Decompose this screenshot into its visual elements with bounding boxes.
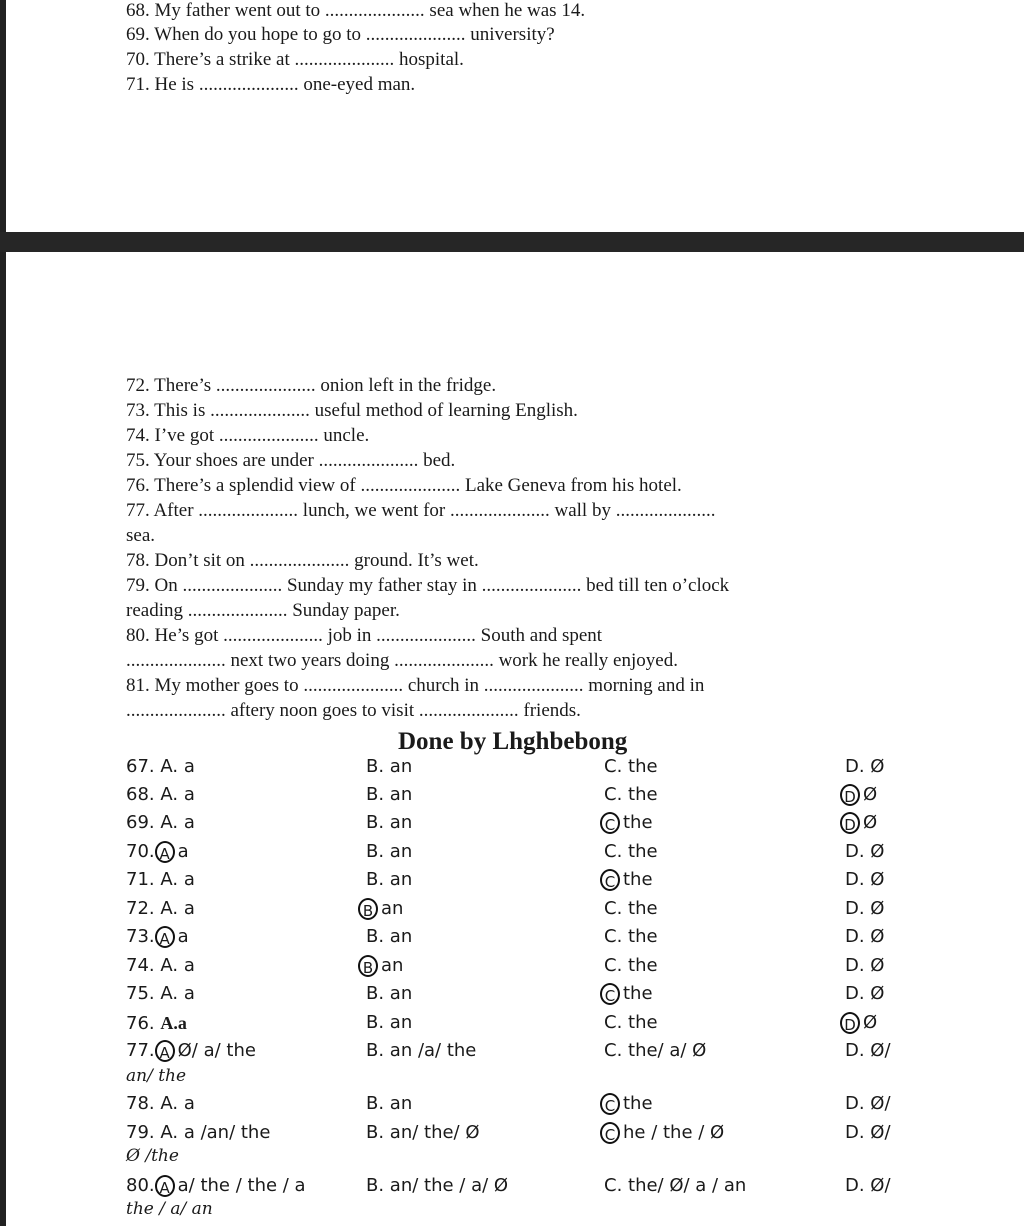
circled-answer-icon: A bbox=[155, 841, 175, 863]
circled-answer-icon: D bbox=[840, 784, 860, 806]
question-68: 68. My father went out to ..................... sea when he was 14. bbox=[126, 0, 586, 21]
answer-row-69: 69. A. a B. an C the D Ø bbox=[126, 812, 878, 834]
page-separator bbox=[0, 232, 1024, 252]
question-70: 70. There’s a strike at ..................... hospital. bbox=[126, 49, 464, 70]
circled-answer-icon: C bbox=[600, 983, 620, 1005]
circled-answer-icon: A bbox=[155, 1175, 175, 1197]
question-79: 79. On ..................... Sunday my father stay in ..................... bed till ten o’clock bbox=[126, 575, 730, 596]
question-78: 78. Don’t sit on ..................... ground. It’s wet. bbox=[126, 550, 479, 571]
circled-answer-icon: B bbox=[358, 898, 378, 920]
question-80-cont: ..................... next two years doing ..................... work he really enjoyed. bbox=[126, 650, 678, 671]
answer-row-72: 72. A. a B an C. the D. Ø bbox=[126, 898, 885, 920]
circled-answer-icon: C bbox=[600, 812, 620, 834]
answer-row-73: 73. A a B. an C. the D. Ø bbox=[126, 926, 885, 948]
answer-row-75: 75. A. a B. an C the D. Ø bbox=[126, 983, 885, 1005]
answer-row-80: 80. A a/ the / the / a B. an/ the / a/ Ø C. the/ Ø/ a / an D. Ø/ bbox=[126, 1175, 891, 1197]
answer-row-71: 71. A. a B. an C the D. Ø bbox=[126, 869, 885, 891]
question-73: 73. This is ..................... useful method of learning English. bbox=[126, 400, 578, 421]
question-77: 77. After ..................... lunch, we went for ..................... wall by ..................... bbox=[126, 500, 716, 521]
circled-answer-icon: D bbox=[840, 1012, 860, 1034]
circled-answer-icon: C bbox=[600, 1093, 620, 1115]
question-75: 75. Your shoes are under ..................... bed. bbox=[126, 450, 456, 471]
answer-row-77: 77. A Ø/ a/ the B. an /a/ the C. the/ a/ Ø D. Ø/ bbox=[126, 1040, 891, 1062]
question-79-cont: reading ..................... Sunday paper. bbox=[126, 600, 400, 621]
circled-answer-icon: A bbox=[155, 926, 175, 948]
answer-row-68: 68. A. a B. an C. the D Ø bbox=[126, 784, 878, 806]
answer-row-67: 67. A. a B. an C. the D. Ø bbox=[126, 756, 885, 777]
question-81-cont: ..................... aftery noon goes to visit ..................... friends. bbox=[126, 700, 581, 721]
circled-answer-icon: C bbox=[600, 869, 620, 891]
answer-title: Done by Lhghbebong bbox=[398, 728, 628, 755]
question-80: 80. He’s got ..................... job in ..................... South and spent bbox=[126, 625, 603, 646]
question-74: 74. I’ve got ..................... uncle. bbox=[126, 425, 370, 446]
question-69: 69. When do you hope to go to ..................... university? bbox=[126, 24, 555, 45]
question-72: 72. There’s ..................... onion left in the fridge. bbox=[126, 375, 497, 396]
question-81: 81. My mother goes to ..................... church in ..................... morning and in bbox=[126, 675, 705, 696]
circled-answer-icon: D bbox=[840, 812, 860, 834]
answer-77-wrap: an/ the bbox=[126, 1066, 187, 1086]
question-76: 76. There’s a splendid view of ..................... Lake Geneva from his hotel. bbox=[126, 475, 682, 496]
answer-row-78: 78. A. a B. an C the D. Ø/ bbox=[126, 1093, 891, 1115]
circled-answer-icon: C bbox=[600, 1122, 620, 1144]
circled-answer-icon: B bbox=[358, 955, 378, 977]
circled-answer-icon: A bbox=[155, 1040, 175, 1062]
answer-row-76: 76. A.a B. an C. the D Ø bbox=[126, 1012, 878, 1034]
question-77-cont: sea. bbox=[126, 525, 156, 546]
answer-row-70: 70. A a B. an C. the D. Ø bbox=[126, 841, 885, 863]
question-71: 71. He is ..................... one-eyed man. bbox=[126, 74, 416, 95]
answer-79-wrap: Ø /the bbox=[126, 1146, 179, 1166]
answer-row-79: 79. A. a /an/ the B. an/ the/ Ø C he / the / Ø D. Ø/ bbox=[126, 1122, 891, 1144]
answer-80-wrap: the / a/ an bbox=[126, 1199, 213, 1219]
answer-row-74: 74. A. a B an C. the D. Ø bbox=[126, 955, 885, 977]
